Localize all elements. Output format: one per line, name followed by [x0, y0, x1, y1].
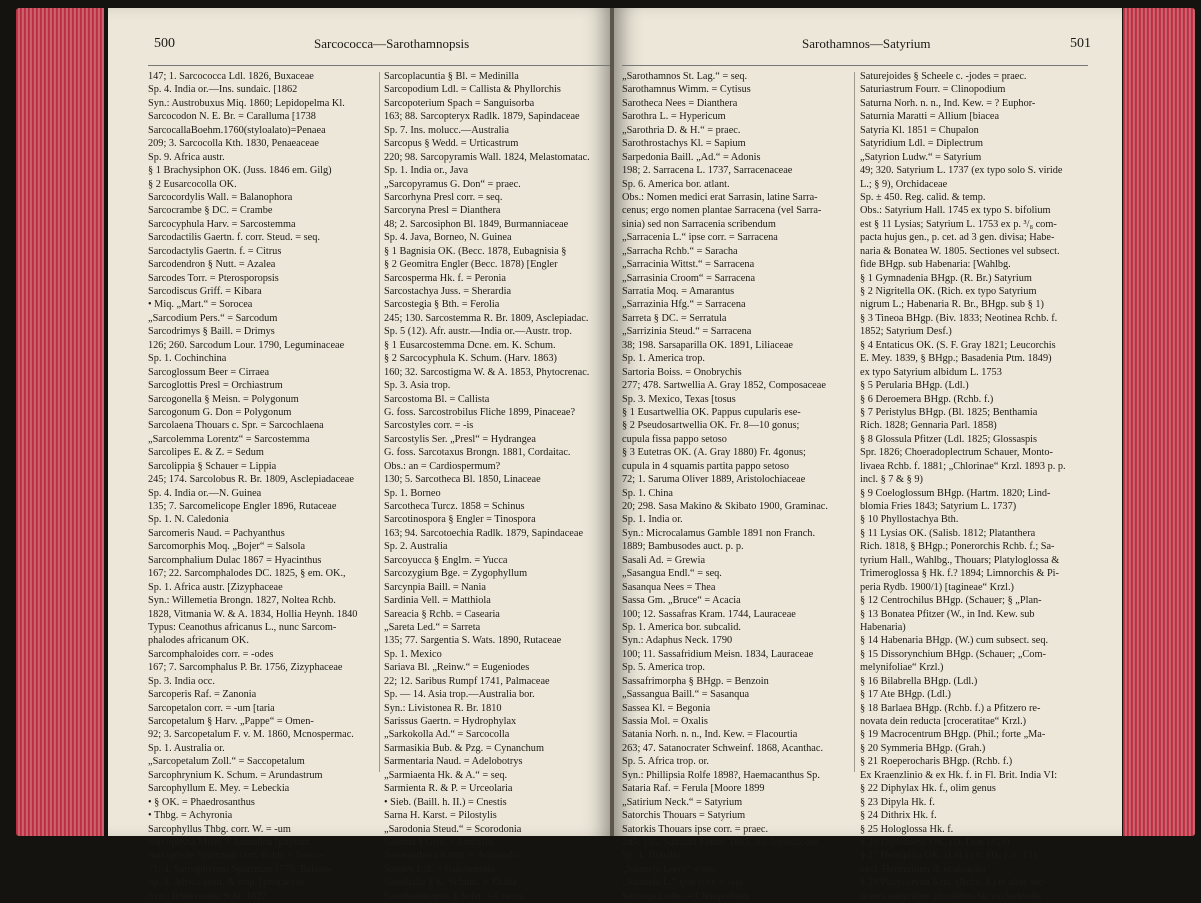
text-line: Obs.: Satyrium Hall. 1745 ex typo S. bifolium [860, 205, 1051, 217]
text-line: 245; 135. Sattadia Fourn. 1885, Asclepiadaceae [622, 836, 819, 848]
text-line: Sp. 1. America bor. subcalid. [622, 621, 741, 633]
text-line: „Sasangua Endl.“ = seq. [622, 568, 722, 580]
text-line: „Sarothamnos St. Lag.“ = seq. [622, 71, 748, 82]
text-line: Sarcoyucca § Englm. = Yucca [384, 554, 508, 566]
text-line: Syn.: Adaphus Neck. 1790 [622, 635, 733, 647]
text-line: Sp. 5 (12). Afr. austr.—India or.—Austr. trop. [384, 326, 572, 338]
text-line: § 19 Macrocentrum BHgp. (Phil.; forte „Ma- [860, 729, 1046, 741]
text-line: peria Rydb. 1900/1) [tagineae“ Krzl.) [860, 581, 1014, 593]
text-line: „Sarcopetalum Zoll.“ = Saccopetalum [148, 756, 305, 768]
text-line: Saroma § Gris. = Anthyllis [384, 836, 495, 848]
text-line: Sarcostylis Ser. „Presl“ = Hydrangea [384, 433, 536, 445]
text-line: Sarissus Gaertn. = Hydrophylax [384, 716, 517, 727]
text-line: Sassea Kl. = Begonia [622, 702, 711, 714]
text-line: „Sarmiaenta Hk. & A.“ = seq. [384, 769, 508, 781]
text-line: 92; 3. Sarcopetalum F. v. M. 1860, Mcnospermac. [148, 729, 354, 741]
text-line: 209; 3. Sarcocolla Kth. 1830, Penaeaceae [148, 138, 319, 150]
text-line: Sariava Bl. „Reinw.“ = Eugeniodes [384, 662, 530, 674]
text-line: 277; 478. Sartwellia A. Gray 1852, Composaceae [622, 380, 826, 392]
text-line: „Sarcodium Pers.“ = Sarcodum [148, 312, 278, 324]
text-line: Sarcodendron § Nutt. = Azalea [148, 259, 276, 271]
text-line: G. foss. Sarcotaxus Brongn. 1881, Cordaitac. [384, 447, 571, 459]
text-line: Sp. 1. Mexico [384, 648, 442, 660]
text-line: Sarmienta R. & P. = Urceolaria [384, 783, 513, 795]
text-line: 167; 22. Sarcomphalodes DC. 1825, § em. OK., [148, 568, 346, 580]
text-line: Sarcotheca Turcz. 1858 = Schinus [384, 501, 525, 512]
text-line: „Sarracenia L.“ ipse corr. = Sarracena [622, 232, 778, 244]
text-line: Sarcorhyna Presl corr. = seq. [384, 191, 503, 203]
text-line: „Satureia L.“ ipse corr. = -eja [622, 877, 744, 889]
text-line: Sp. 3. Mexico, Texas [tosus [622, 393, 736, 405]
text-line: Sarothra L. = Hypericum [622, 111, 726, 123]
text-line: § 1 Brachysiphon OK. (Juss. 1846 em. Gilg) [148, 165, 332, 177]
text-line: Sarcodactilis Gaertn. f. corr. Steud. = seq. [148, 232, 320, 244]
text-line: § 4 Entaticus OK. (S. F. Gray 1821; Leucorchis [860, 339, 1056, 351]
text-line: fide BHgp. sub Habenaria: [Wahlbg. [860, 259, 1011, 271]
text-line: Sareacia § Rchb. = Casearia [384, 608, 500, 620]
text-line: § 26 Diplomeris OK. (D. Don 1825) [860, 836, 1010, 848]
text-line: § 1 Eusartwellia OK. Pappus cupularis ese- [622, 406, 801, 418]
text-line: § 3 Eutetras OK. (A. Gray 1880) Fr. 4gonus; [622, 447, 806, 459]
text-column [860, 70, 1088, 903]
text-column [384, 70, 612, 903]
text-line: § 27 Hemipilia OK. (Ldl.) cfr. Hk. l. c. 131 [860, 850, 1038, 862]
text-line: § 11 Lysias OK. (Salisb. 1812; Platanthera [860, 527, 1036, 539]
text-line: „Sarrizinia Steud.“ = Sarracena [622, 326, 752, 338]
text-line: § 22 Diphylax Hk. f., olim genus [860, 783, 996, 795]
text-line: Syn.: Livistonea R. Br. 1810 [384, 702, 502, 714]
text-line: 263; 47. Satanocrater Schweinf. 1868, Acanthac. [622, 742, 824, 754]
text-line: § 2 Pseudosartwellia OK. Fr. 8—10 gonus; [622, 420, 800, 432]
text-line: Sarcophrynium K. Schum. = Arundastrum [148, 769, 323, 781]
text-line: Rich. 1828; Gennaria Parl. 1858) [860, 420, 997, 432]
text-line: Sassia Mol. = Oxalis [622, 716, 708, 727]
text-line: „Sarothria D. & H.“ = praec. [622, 124, 741, 136]
text-line: § 2 Sarcocyphula K. Schum. (Harv. 1863) [384, 353, 557, 365]
text-line: Sasali Ad. = Grewia [622, 554, 706, 566]
text-line: Sassa Gm. „Bruce“ = Acacia [622, 595, 741, 607]
text-line: Sarcostoma Bl. = Callista [384, 393, 490, 405]
text-line: 100; 12. Sassafras Kram. 1744, Lauraceae [622, 608, 796, 620]
text-line: § 5 Perularia BHgp. (Ldl.) [860, 380, 969, 392]
text-line: Sarcopetalum § Harv. „Pappe“ = Omen- [148, 716, 314, 727]
text-line: 1889; Bambusodes auct. p. p. [622, 541, 744, 553]
text-line: Sarotheca Nees = Dianthera [622, 97, 738, 109]
text-line: livaea Rchb. f. 1881; „Chlorinae“ Krzl. 1893 p. p. [860, 460, 1066, 472]
text-line: Sarcostyles corr. = -is [384, 420, 474, 432]
text-line: Sp. 1. America trop. [622, 353, 705, 365]
text-line: Sarcotinospora § Engler = Tinospora [384, 514, 536, 526]
text-line: Sarreta § DC. = Serratula [622, 312, 727, 324]
text-line: Sardinia Vell. = Matthiola [384, 595, 491, 607]
text-column [148, 70, 376, 903]
text-line: • Thbg. = Achyronia [148, 810, 233, 822]
text-line: „Sarrasinia Croom“ = Sarracena [622, 272, 756, 284]
text-line: Sarcogonella § Meisn. = Polygonum [148, 393, 299, 405]
text-line: E. Mey. 1839, § BHgp.; Basadenia Ptm. 1849) [860, 353, 1052, 365]
text-line: 1852; Satyrium Desf.) [860, 326, 952, 338]
text-line: Sarcophyte Sparrman corr. Rchb. = Sarco- [148, 850, 323, 862]
text-line: Sarpedonia Baill. „Ad.“ = Adonis [622, 151, 761, 163]
text-line: Sarcoperis Raf. = Zanonia [148, 689, 257, 701]
text-line: Sarotes Ldl. = Guichenotia [384, 863, 496, 875]
text-line: Sarcoglossum Beer = Cirraea [148, 366, 270, 378]
text-line: § 20 Symmeria BHgp. (Grah.) [860, 742, 986, 754]
text-line: § 23 Dipyla Hk. f. [860, 796, 935, 808]
text-line: Trimeroglossa § Hk. f.? 1894; Limnorchis & Pi- [860, 568, 1059, 580]
text-line: Sp. — 14. Asia trop.—Australia bor. [384, 689, 535, 701]
text-line: 135; 77. Sargentia S. Wats. 1890, Rutaceae [384, 635, 562, 647]
text-line: § 2 Eusarcocolla OK. [148, 178, 237, 190]
text-line: § 10 Phyllostachya Bth. [860, 514, 959, 526]
text-line: Satureja Ludw. = Clinopodium [622, 890, 750, 902]
running-head: Sarothamnos—Satyrium [802, 36, 931, 51]
text-line: Sarcopodium Ldl. = Callista & Phyllorchis [384, 84, 561, 96]
column-divider [379, 72, 380, 772]
text-line: § 14 Habenaria BHgp. (W.) cum subsect. seq. [860, 635, 1049, 647]
text-line: Sarcocordylis Wall. = Balanophora [148, 191, 293, 203]
text-line: „Satyrion Ludw.“ = Satyrium [860, 151, 982, 163]
text-line: • Miq. „Mart.“ = Sorocea [148, 299, 253, 311]
text-line: § 28 Platycoryna Krzl. (Rchb. f.) et aliae sec- [860, 877, 1047, 889]
text-line: • § OK. = Phaedrosanthus [148, 796, 255, 808]
text-line: Sp. 2. Australia [384, 541, 448, 553]
right-page [614, 8, 1122, 902]
text-line: § 7 Peristylus BHgp. (Bl. 1825; Benthamia [860, 406, 1038, 418]
page-number: 500 [154, 36, 175, 51]
text-line: Sp. 1. India or. [622, 514, 683, 526]
text-line: Sarcoryna Presl = Dianthera [384, 205, 501, 217]
text-line: Syn.: Ichthyosma Schl. 1827 [148, 890, 267, 902]
text-line: Sarcopoterium Spach = Sanguisorba [384, 97, 535, 109]
text-line: Sarcomeris Naud. = Pachyanthus [148, 527, 285, 539]
text-line: Sarcoglottis Presl = Orchiastrum [148, 380, 283, 392]
text-line: 130; 5. Sarcotheca Bl. 1850, Linaceae [384, 474, 541, 486]
text-line: „Sarracha Rchb.“ = Saracha [622, 245, 738, 257]
text-line: Sarcolipes E. & Z. = Sedum [148, 447, 264, 459]
text-line: 198; 2. Sarracena L. 1737, Sarracenaceae [622, 165, 793, 177]
text-line: 163; 94. Sarcotoechia Radlk. 1879, Sapindaceae [384, 527, 584, 539]
text-line: § 24 Dithrix Hk. f. [860, 810, 937, 822]
text-line: § 17 Ate BHgp. (Ldl.) [860, 689, 951, 701]
text-line: Sp. 1. Borneo [384, 487, 441, 499]
text-line: § 18 Barlaea BHgp. (Rchb. f.) a Pfitzero re- [860, 702, 1041, 714]
text-line: phalodes africanum OK. [148, 635, 249, 647]
text-line: Satorchis Thouars = Satyrium [622, 810, 746, 822]
text-line: Sp. 1. India or., Java [384, 165, 469, 177]
text-line: 147; 1. Sarcococca Ldl. 1826, Buxaceae [148, 71, 314, 82]
text-line: § 13 Bonatea Pfitzer (W., in Ind. Kew. sub [860, 608, 1035, 620]
text-line: blomia Fries 1843; Satyrium L. 1737) [860, 501, 1017, 512]
text-line: novata dein reducta [croceratitae“ Krzl.) [860, 716, 1027, 727]
text-line: sinia) sed non Sarracenia scribendum [622, 218, 776, 230]
text-line: § 9 Coeloglossum BHgp. (Hartm. 1820; Lind- [860, 487, 1051, 499]
text-line: Sp. ± 450. Reg. calid. & temp. [860, 191, 986, 203]
text-line: Sarcolaena Thouars c. Spr. = Sarcochlaena [148, 420, 324, 432]
text-line: 220; 98. Sarcopyramis Wall. 1824, Melastomatac. [384, 151, 590, 163]
text-line: Habenaria) [860, 621, 906, 633]
page-edges-right [1123, 8, 1195, 836]
text-line: „Sarkokolla Ad.“ = Sarcocolla [384, 729, 510, 741]
text-line: 49; 320. Satyrium L. 1737 (ex typo solo S. viride [860, 165, 1063, 177]
text-line: Sarothamnopsis § Soler. = Cracca [384, 890, 524, 902]
page-number: 501 [1070, 36, 1091, 51]
text-line: Sataria Raf. = Ferula [Moore 1899 [622, 783, 765, 795]
text-line: § 2 Geomitra Engler (Becc. 1878) [Engler [384, 259, 558, 271]
text-line: cupula in 4 squamis partita pappo setoso [622, 460, 790, 472]
text-line: Sarmentaria Naud. = Adelobotrys [384, 756, 523, 768]
text-line: Satorkis Thouars ipse corr. = praec. [622, 823, 769, 835]
text-line: tiones nominibus pluralibus hic excludendis [860, 890, 1042, 902]
text-line: Sp. 1. Africa austr. & trop. [phoraceae [148, 877, 305, 889]
text-line: „Satirium Neck.“ = Satyrium [622, 796, 743, 808]
text-line: Sasanqua Nees = Thea [622, 581, 716, 593]
text-line: Sp. 4. India or.—Ins. sundaic. [1862 [148, 84, 298, 96]
text-line: Spr. 1826; Choeradoplectrum Schauer, Monto- [860, 447, 1053, 459]
text-line: § 8 Glossula Pfitzer (Ldl. 1825; Glossaspis [860, 433, 1038, 445]
text-line: Sarcostegia § Bth. = Ferolia [384, 299, 500, 311]
text-line: SarcocallaBoehm.1760(styloalato)=Penaea [148, 124, 326, 136]
text-line: Sarothrostachys Kl. = Sapium [622, 138, 746, 150]
text-line: G. foss. Sarcostrobilus Fliche 1899, Pinaceae? [384, 406, 576, 418]
text-line: Sarcoplacuntia § Bl. = Medinilla [384, 71, 519, 82]
text-line: Satyridium Ldl. = Diplectrum [860, 138, 984, 150]
text-line: 245; 130. Sarcostemma R. Br. 1809, Asclepiadac. [384, 312, 589, 324]
text-line: § 15 Dissorynchium BHgp. (Schauer; „Com- [860, 648, 1046, 660]
text-line: „Sarodonia Steud.“ = Scorodonia [384, 823, 522, 835]
text-line: 167; 7. Sarcomphalus P. Br. 1756, Zizyphaceae [148, 662, 343, 674]
left-page [108, 8, 612, 902]
text-line: Sarcocyphula Harv. = Sarcostemma [148, 218, 296, 230]
text-line: § 1 Gymnadenia BHgp. (R. Br.) Satyrium [860, 272, 1032, 284]
text-line: Sassafrimorpha § BHgp. = Benzoin [622, 675, 769, 687]
text-line: Satyria Kl. 1851 = Chupalon [860, 124, 979, 136]
text-line: § 2 Nigritella OK. (Rich. ex typo Satyrium [860, 286, 1037, 297]
page-edges-left [16, 8, 104, 836]
text-line: cupula fissa pappo setoso [622, 433, 727, 445]
text-line: Sarcocodon N. E. Br. = Caralluma [1738 [148, 111, 316, 123]
text-line: 126; 260. Sarcodum Lour. 1790, Leguminaceae [148, 339, 345, 351]
text-line: Sp. 7. Ins. molucc.—Australia [384, 124, 509, 136]
text-line: Ex Kraenzlinio & ex Hk. f. in Fl. Brit. India VI: [860, 769, 1058, 781]
text-line: „Sarrazinia Hfg.“ = Sarracena [622, 299, 746, 311]
text-line: Saturna Norh. n. n., Ind. Kew. = ? Euphor- [860, 97, 1036, 109]
text-line: Sarcomphalium Dulac 1867 = Hyacinthus [148, 554, 322, 566]
text-line: incl. § 7 & § 9) [860, 474, 923, 486]
text-line: Sarcomorphis Moq. „Bojer“ = Salsola [148, 541, 306, 553]
text-line: Sarcolippia § Schauer = Lippia [148, 460, 277, 472]
text-line: Sarcophyllus Thbg. corr. W. = -um [148, 823, 291, 835]
text-line: • Sieb. (Baill. h. II.) = Cnestis [384, 796, 507, 808]
text-line: Sarcynpia Baill. = Nania [384, 581, 486, 593]
text-line: § 12 Centrochilus BHgp. (Schauer; § „Plan- [860, 595, 1042, 607]
text-line: 22; 12. Saribus Rumpf 1741, Palmaceae [384, 675, 550, 687]
text-line: Sp. 5. Africa trop. or. [622, 756, 709, 768]
text-line: naria & Bonatea W. 1805. Sectiones vel subsect. [860, 245, 1060, 257]
text-line: Sp. 1. Cochinchina [148, 353, 227, 365]
text-line: § 25 Hologlossa Hk. f. [860, 823, 954, 835]
text-line: Syn.: Microcalamus Gamble 1891 non Franch. [622, 527, 816, 539]
text-line: „Sarcolemma Lorentz“ = Sarcostemma [148, 433, 310, 445]
text-line: § 1 Bagnisia OK. (Becc. 1878, Eubagnisia § [384, 245, 567, 257]
column-divider [854, 72, 855, 772]
text-line: Sp. 1. Africa austr. [Zizyphaceae [148, 581, 283, 593]
text-line: Saturejoides § Scheele c. -jodes = praec. [860, 71, 1027, 82]
text-line: est § 11 Lysias; Satyrium L. 1753 ex p. ³/₈ com- [860, 218, 1057, 230]
text-line: § 6 Deroemera BHgp. (Rchb. f.) [860, 393, 994, 405]
text-line: tyrium Hall., Wahlbg., Thouars; Platyloglossa & [860, 554, 1060, 566]
header-rule [148, 65, 612, 66]
text-line: Sarcopus § Wedd. = Urticastrum [384, 138, 519, 150]
text-line: Saturnia Maratti = Allium [biacea [860, 111, 1000, 123]
text-line: Saturiastrum Fourr. = Clinopodium [860, 84, 1006, 96]
text-line: Sarcodiscus Griff. = Kibara [148, 286, 262, 297]
text-line: Sarcopetalon corr. = -um [taria [148, 702, 275, 714]
text-line: Sarcophyllum E. Mey. = Lebeckia [148, 783, 290, 795]
text-line: Syn.: Phillipsia Rolfe 1898?, Haemacanthus Sp. [622, 769, 820, 781]
text-line: Sarothalia § K. Schum. = Thalia [384, 877, 517, 889]
running-head: Sarcococca—Sarothamnopsis [314, 36, 470, 51]
text-line: 245; 174. Sarcolobus R. Br. 1809, Asclepiadaceae [148, 474, 354, 486]
text-line: Sarcophysa Miers = Juanulloa [phytum [148, 836, 310, 848]
text-line: Satania Norh. n. n., Ind. Kew. = Flacourtia [622, 729, 798, 741]
header-rule [622, 65, 1088, 66]
text-line: Sp. 5. America trop. [622, 662, 705, 674]
text-line: Sarothamnus Wimm. = Cytisus [622, 84, 751, 96]
text-line: cenus; ergo nomen plantae Sarracena (vel Sarra- [622, 205, 822, 217]
text-line: nigrum L.; Habenaria R. Br., BHgp. sub § 1) [860, 299, 1044, 311]
text-column [622, 70, 850, 903]
text-line: 20; 298. Sasa Makino & Skibato 1900, Graminac. [622, 501, 828, 512]
text-line: Sarosanthera Korth. = Adinandra [384, 850, 521, 862]
text-line: Obs.: Nomen medici erat Sarrasin, latine Sarra- [622, 191, 818, 203]
text-line: Rich. 1818, § BHgp.; Ponerorchis Rchb. f.; Sa- [860, 541, 1055, 553]
text-line: § 3 Tineoa BHgp. (Biv. 1833; Neotinea Rchb. f. [860, 312, 1058, 324]
text-line: L.; § 9), Orchidaceae [860, 178, 948, 190]
text-line: Sarcodes Torr. = Pterosporopsis [148, 272, 279, 284]
text-line: ex typo Satyrium albidum L. 1753 [860, 366, 1002, 378]
text-line: Sarcosperma Hk. f. = Peronia [384, 272, 506, 284]
text-line: „Sarcopyramus G. Don“ = praec. [384, 178, 521, 190]
text-line: melynifoliae“ Krzl.) [860, 662, 944, 674]
text-line: Sarmasikia Bub. & Pzg. = Cynanchum [384, 742, 544, 754]
text-line: excl. Herminium fl. ecalcarato [860, 863, 986, 875]
text-line: 48; 2. Sarcosiphon Bl. 1849, Burmanniaceae [384, 218, 569, 230]
text-line: Sarratia Moq. = Amarantus [622, 286, 735, 297]
text-line: Sarcostachya Juss. = Sherardia [384, 286, 512, 297]
text-line: Sp. 6. America bor. atlant. [622, 178, 730, 190]
text-line: Syn.: Willemetia Brongn. 1827, Noltea Rchb. [148, 595, 336, 607]
text-line: 72; 1. Saruma Oliver 1889, Aristolochiaceae [622, 474, 806, 486]
text-line: Sp. 4. Java, Borneo, N. Guinea [384, 232, 512, 244]
text-line: 38; 198. Sarsaparilla OK. 1891, Liliaceae [622, 339, 793, 351]
text-line: Sp. 4. India or.—N. Guinea [148, 487, 262, 499]
text-line: Sarcodactylis Gaertn. f. = Citrus [148, 245, 282, 257]
text-line: 135; 7. Sarcomelicope Engler 1896, Rutaceae [148, 501, 337, 512]
text-line: 163; 88. Sarcopteryx Radlk. 1879, Sapindaceae [384, 111, 580, 123]
text-line: Sarcozygium Bge. = Zygophyllum [384, 568, 528, 580]
text-line: „Sassangua Baill.“ = Sasanqua [622, 689, 750, 701]
text-line: Sp. 1. China [622, 487, 673, 499]
text-line: Sp. 3. India occ. [148, 675, 215, 687]
text-line: „Sarracinia Wittst.“ = Sarracena [622, 259, 755, 271]
text-line: Obs.: an = Cardiospermum? [384, 460, 501, 472]
text-line: § 1 Eusarcostemma Dcne. em. K. Schum. [384, 339, 556, 351]
text-line: § 16 Bilabrella BHgp. (Ldl.) [860, 675, 978, 687]
text-line: Sarcogonum G. Don = Polygonum [148, 406, 292, 418]
text-line: Sp. 1. Australia or. [148, 742, 225, 754]
text-line: Sartoria Boiss. = Onobrychis [622, 366, 742, 378]
text-line: 71; 4. Sarcophytum Sparrman 1776, Balano- [148, 863, 333, 875]
text-line: 160; 32. Sarcostigma W. & A. 1853, Phytocrenac. [384, 366, 590, 378]
text-line: Sp. 3. Asia trop. [384, 380, 451, 392]
text-line: Syn.: Austrobuxus Miq. 1860; Lepidopelma Kl. [148, 97, 345, 109]
text-line: § 21 Roeperocharis BHgp. (Rchb. f.) [860, 756, 1013, 768]
text-line: Typus: Ceanothus africanus L., nunc Sarcom- [148, 621, 337, 633]
text-line: Sarcomphaloides corr. = -odes [148, 648, 274, 660]
text-line: 100; 11. Sassafridium Meisn. 1834, Lauraceae [622, 648, 814, 660]
text-line: Sarcodrimys § Baill. = Drimys [148, 326, 275, 338]
text-line: Sp. 1. Brasilia [622, 850, 681, 862]
text-line: Sp. 9. Africa austr. [148, 151, 225, 163]
text-line: Sarna H. Karst. = Pilostylis [384, 810, 497, 822]
text-line: 1828, Vitmania W. & A. 1834, Hollia Heynh. 1840 [148, 608, 358, 620]
text-line: Sarcocrambe § DC. = Crambe [148, 205, 273, 217]
text-line: pacta hujus gen., p. cet. ad 3 gen. divisa; Habe- [860, 232, 1055, 244]
text-line: „Sareta Led.“ = Sarreta [384, 621, 481, 633]
text-line: Sp. 1. N. Caledonia [148, 514, 229, 526]
text-line: „Satureja Leers“ = seq. [622, 863, 718, 875]
